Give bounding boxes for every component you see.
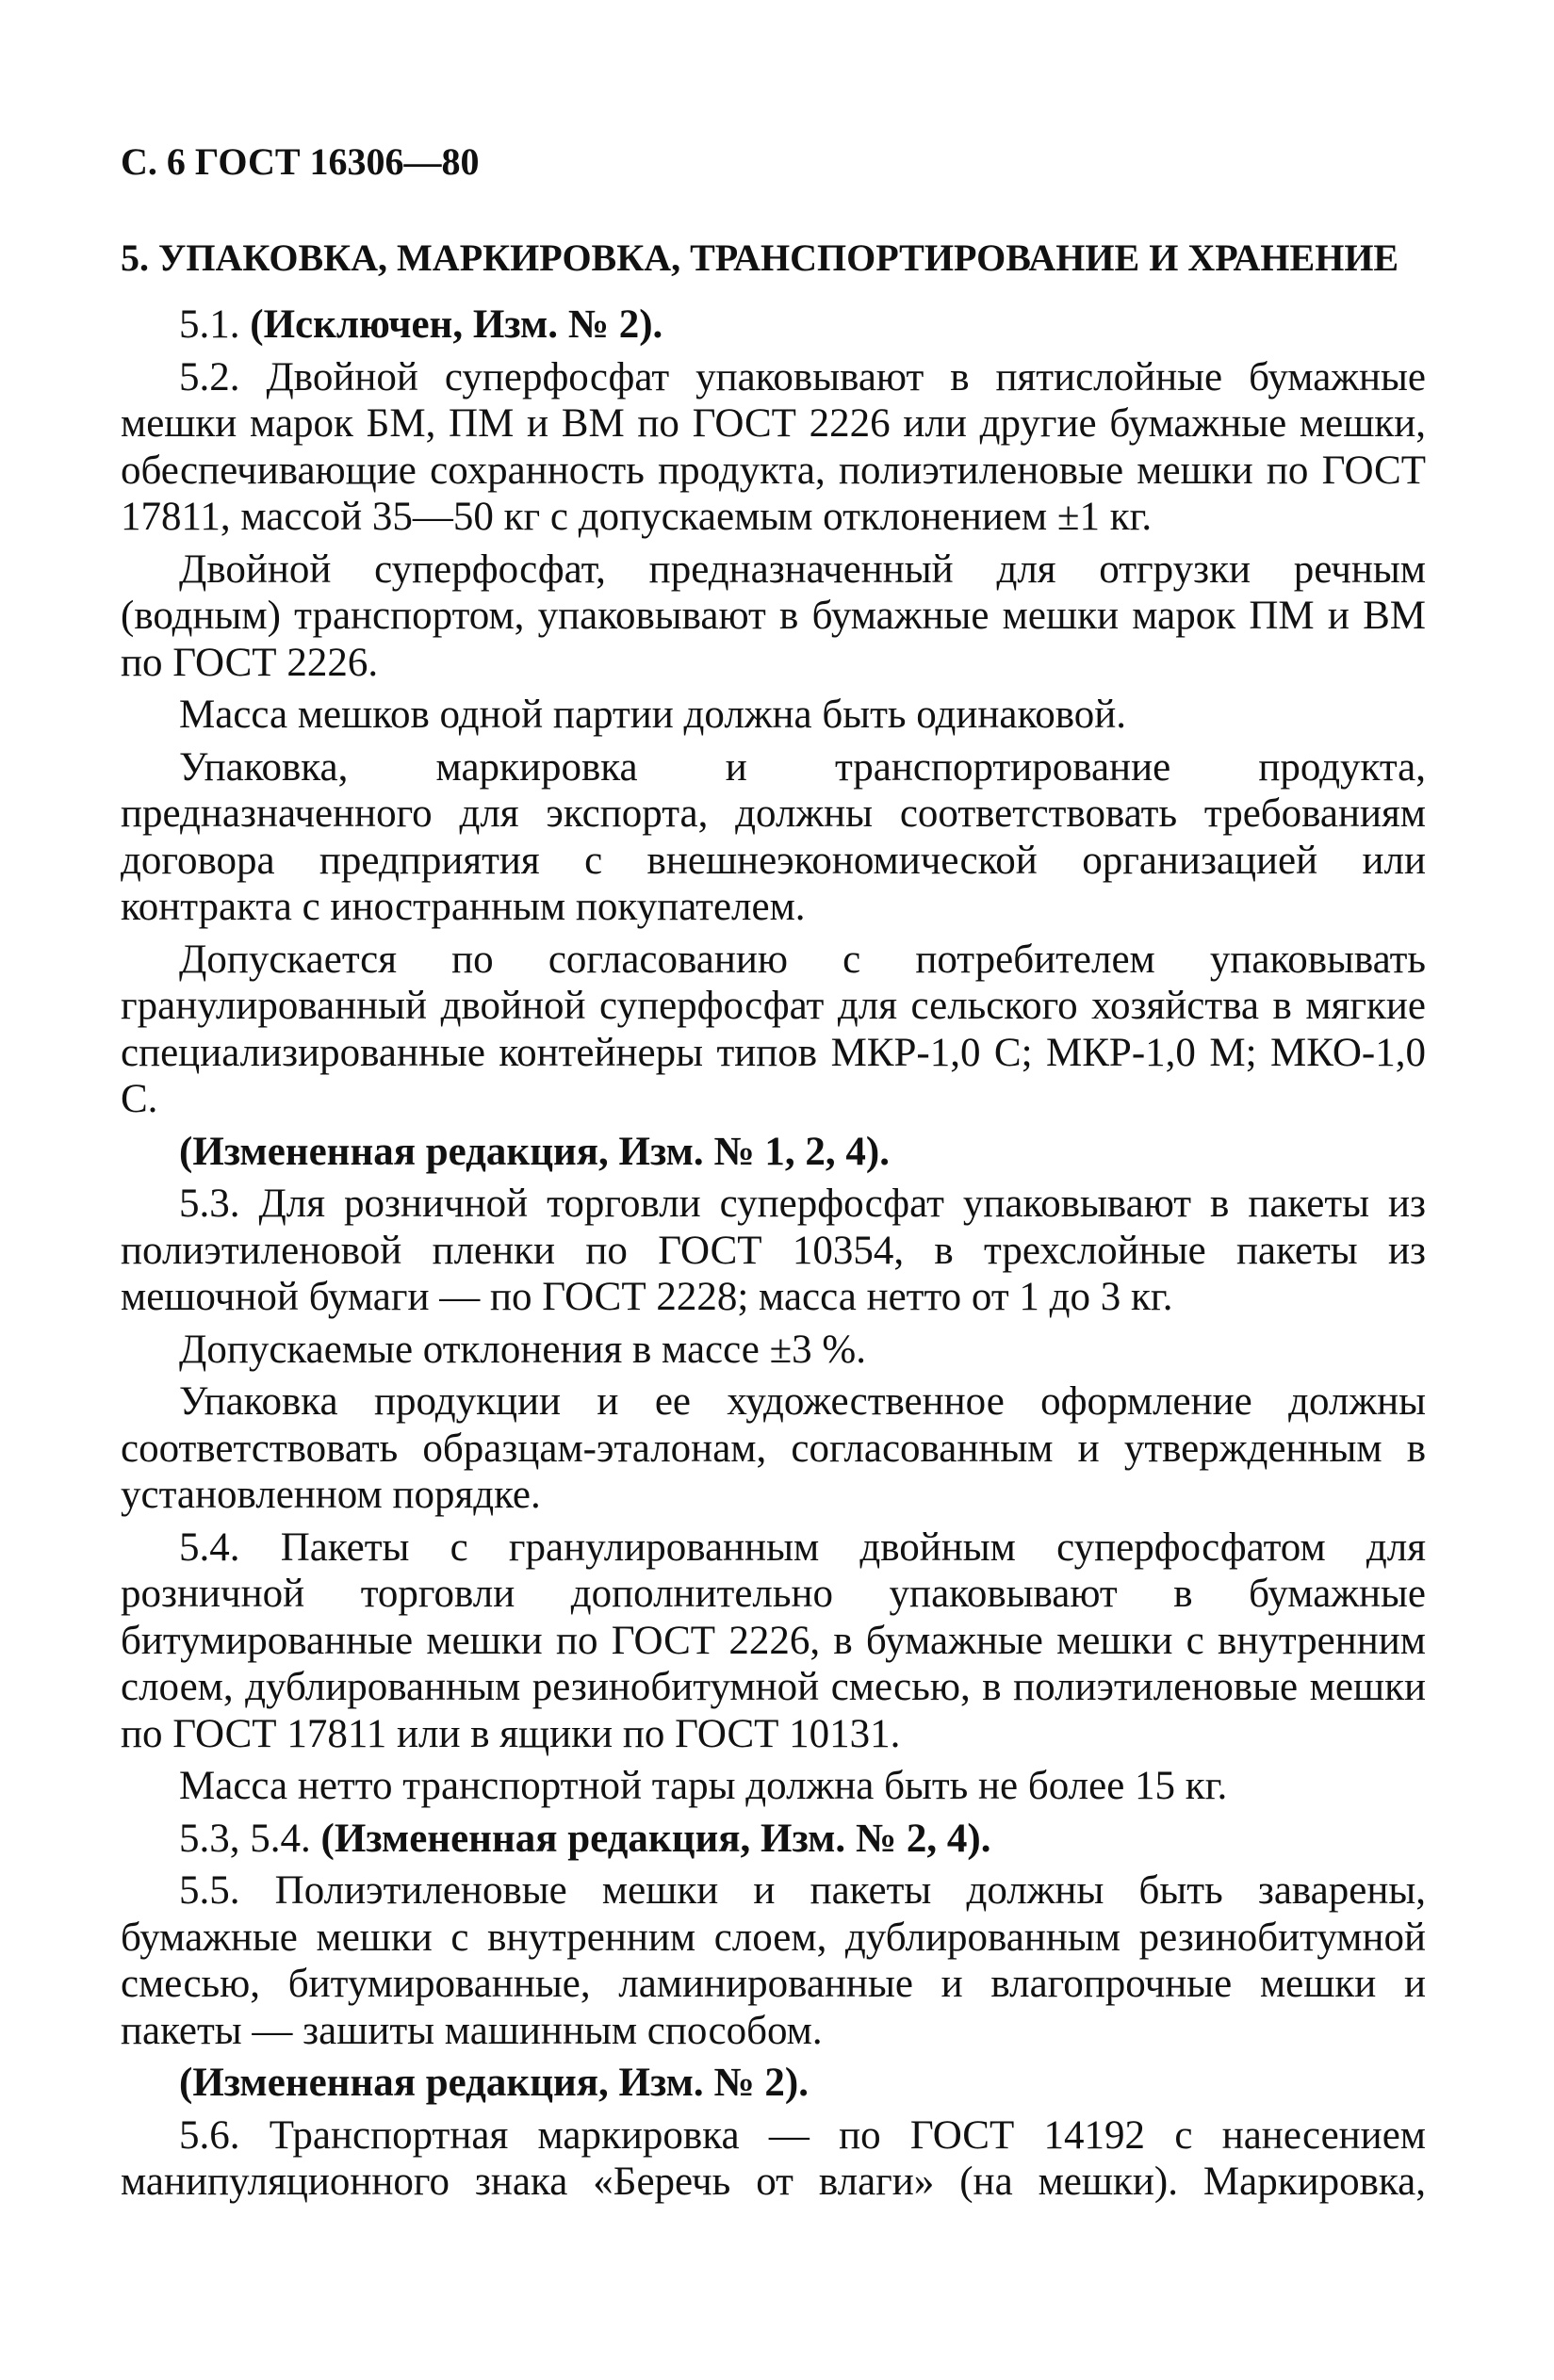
clause-number: 5.1. (179, 302, 240, 347)
paragraph-tolerance: Допускаемые отклонения в массе ±3 %. (179, 1327, 867, 1372)
paragraph-5-1 (121, 302, 1426, 349)
paragraph-5-5: 5.5. Полиэтиленовые мешки и пакеты должны быть заварены, бумажные мешки с внутренним слоем, дублированным резинобитумной смесью, битумированные, ламинированные и влагопрочные мешки и пакеты — зашиты машинным способом. (121, 1868, 1426, 2053)
paragraph-5-4: 5.4. Пакеты с гранулированным двойным суперфосфатом для розничной торговли дополнительно упаковывают в бумажные битумированные мешки по ГОСТ 2226, в бумажные мешки с внутренним слоем, дублированным резинобитумной смесью, в полиэтиленовые мешки по ГОСТ 17811 или в ящики по ГОСТ 10131. (121, 1524, 1426, 1756)
paragraph-5-6: 5.6. Транспортная маркировка — по ГОСТ 14192 с нанесением манипуляционного знака «Беречь от влаги» (на мешки). Маркировка, (121, 2112, 1426, 2204)
running-head: С. 6 ГОСТ 16306—80 (121, 140, 480, 183)
paragraph-changed-edition-3: (Измененная редакция, Изм. № 2). (179, 2061, 809, 2105)
paragraph-design: Упаковка продукции и ее художественное оформление должны соответствовать образцам-эталонам, согласованным и утвержденным в установленном порядке. (121, 1379, 1426, 1517)
paragraph-net-mass: Масса нетто транспортной тары должна быть не более 15 кг. (179, 1764, 1228, 1808)
paragraph-bag-mass: Масса мешков одной партии должна быть одинаковой. (179, 693, 1126, 737)
paragraph-5-2: 5.2. Двойной суперфосфат упаковывают в пятислойные бумажные мешки марок БМ, ПМ и ВМ по ГОСТ 2226 или другие бумажные мешки, обеспечивающие сохранность продукта, полиэтиленовые мешки по ГОСТ 17811, массой 35—50 кг с допускаемым отклонением ±1 кг. (121, 354, 1426, 539)
clause-number: 5.3, 5.4. (179, 1816, 311, 1861)
paragraph-export: Упаковка, маркировка и транспортирование продукта, предназначенного для экспорта, должны соответствовать требованиям договора предприятия с внешнеэкономической организацией или контракта с иностранным покупателем. (121, 744, 1426, 929)
paragraph-containers: Допускается по согласованию с потребителем упаковывать гранулированный двойной суперфосфат для сельского хозяйства в мягкие специализированные контейнеры типов МКР-1,0 С; МКР-1,0 М; МКО-1,0 С. (121, 937, 1426, 1121)
clause-bold-text: (Измененная редакция, Изм. № 2, 4). (320, 1816, 991, 1861)
paragraph-changed-edition-1: (Измененная редакция, Изм. № 1, 2, 4). (179, 1129, 890, 1174)
paragraph-5-3: 5.3. Для розничной торговли суперфосфат упаковывают в пакеты из полиэтиленовой пленки по ГОСТ 10354, в трехслойные пакеты из мешочной бумаги — по ГОСТ 2228; масса нетто от 1 до 3 кг. (121, 1182, 1426, 1319)
paragraph-changed-edition-2 (121, 1816, 1426, 1863)
section-title: 5. УПАКОВКА, МАРКИРОВКА, ТРАНСПОРТИРОВАНИЕ И ХРАНЕНИЕ (121, 236, 1399, 279)
document-page (121, 141, 1426, 2211)
clause-bold-text: (Исключен, Изм. № 2). (250, 302, 663, 347)
paragraph-river-transport: Двойной суперфосфат, предназначенный для отгрузки речным (водным) транспортом, упаковывают в бумажные мешки марок ПМ и ВМ по ГОСТ 2226. (121, 546, 1426, 685)
